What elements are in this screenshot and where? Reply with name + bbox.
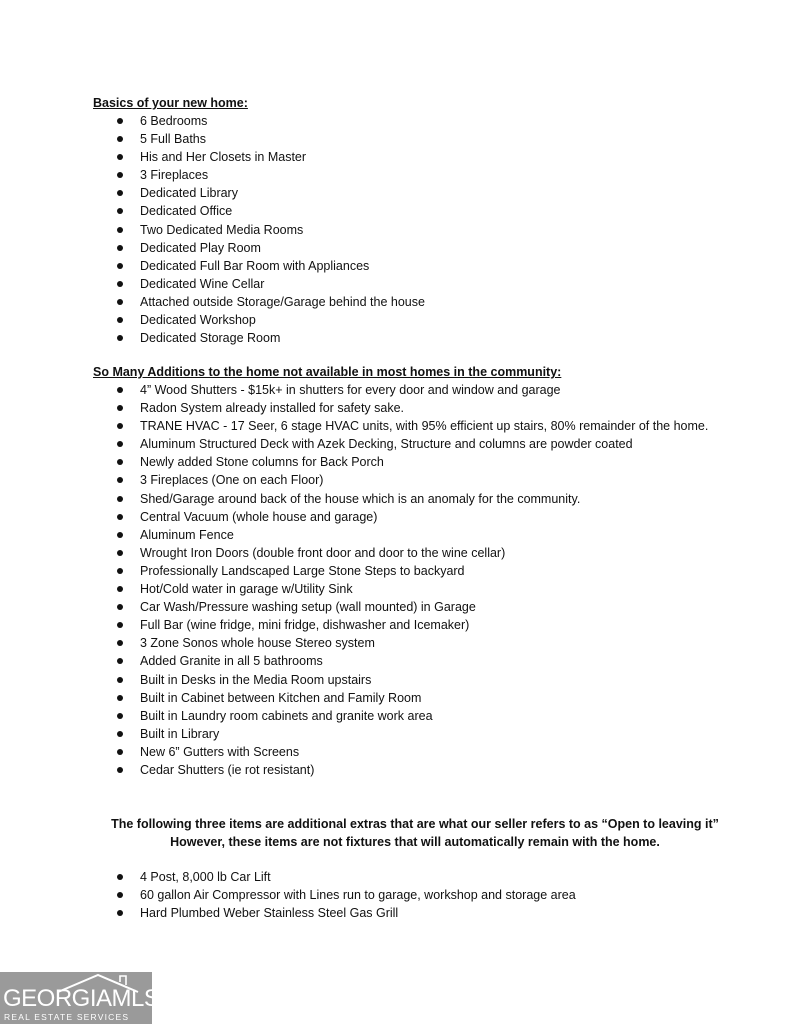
list-item [93, 652, 743, 670]
extras-section [93, 868, 743, 922]
bullet-icon [117, 441, 123, 447]
bullet-icon [117, 910, 123, 916]
list-item-text: Two Dedicated Media Rooms [140, 222, 304, 237]
bullet-icon [117, 874, 123, 880]
bullet-icon [117, 622, 123, 628]
bullet-icon [117, 154, 123, 160]
list-item-text: 3 Zone Sonos whole house Stereo system [140, 636, 375, 651]
list-item [93, 634, 743, 652]
bullet-icon [117, 172, 123, 178]
bullet-icon [117, 604, 123, 610]
bullet-icon [117, 514, 123, 520]
list-item [93, 562, 743, 580]
list-item-text: Built in Desks in the Media Room upstairs [140, 672, 372, 687]
notice-line-1: The following three items are additional extras that are what our seller refers to as “Open to leaving it” [111, 817, 719, 831]
bullet-icon [117, 532, 123, 538]
list-item [93, 399, 743, 417]
list-item-text: Hot/Cold water in garage w/Utility Sink [140, 582, 353, 597]
list-item-text: Aluminum Structured Deck with Azek Decking, Structure and columns are powder coated [140, 437, 633, 452]
bullet-icon [117, 550, 123, 556]
list-item [93, 743, 743, 761]
list-item [93, 417, 743, 435]
list-item-text: Full Bar (wine fridge, mini fridge, dishwasher and Icemaker) [140, 618, 470, 633]
list-item-text: Attached outside Storage/Garage behind the house [140, 294, 425, 309]
list-item [93, 112, 743, 130]
georgia-mls-logo [0, 972, 160, 1024]
bullet-icon [117, 423, 123, 429]
bullet-icon [117, 281, 123, 287]
list-item-text: Car Wash/Pressure washing setup (wall mounted) in Garage [140, 600, 476, 615]
bullet-icon [117, 658, 123, 664]
list-item-text: Hard Plumbed Weber Stainless Steel Gas Grill [140, 906, 399, 921]
list-item [93, 689, 743, 707]
bullet-icon [117, 387, 123, 393]
list-item-text: Dedicated Wine Cellar [140, 276, 265, 291]
bullet-icon [117, 208, 123, 214]
additions-list [93, 381, 743, 779]
list-item [93, 435, 743, 453]
list-item [93, 508, 743, 526]
list-item-text: Added Granite in all 5 bathrooms [140, 654, 323, 669]
extras-list [93, 868, 743, 922]
list-item-text: His and Her Closets in Master [140, 150, 307, 165]
list-item-text: Built in Library [140, 726, 220, 741]
list-item [93, 221, 743, 239]
list-item [93, 130, 743, 148]
list-item [93, 293, 743, 311]
list-item-text: Central Vacuum (whole house and garage) [140, 509, 378, 524]
list-item [93, 202, 743, 220]
extras-notice [60, 815, 770, 851]
list-item [93, 671, 743, 689]
list-item-text: Dedicated Storage Room [140, 331, 281, 346]
list-item [93, 707, 743, 725]
list-item-text: 4” Wood Shutters - $15k+ in shutters for every door and window and garage [140, 383, 561, 397]
bullet-icon [117, 227, 123, 233]
list-item-text: Radon System already installed for safety sake. [140, 401, 405, 416]
list-item [93, 166, 743, 184]
bullet-icon [117, 299, 123, 305]
logo-tagline: REAL ESTATE SERVICES [4, 1012, 130, 1022]
bullet-icon [117, 640, 123, 646]
additions-section [93, 363, 743, 779]
list-item [93, 544, 743, 562]
list-item [93, 904, 743, 922]
list-item [93, 329, 743, 347]
bullet-icon [117, 263, 123, 269]
list-item-text: Shed/Garage around back of the house which is an anomaly for the community. [140, 491, 581, 506]
list-item-text: Dedicated Office [140, 204, 233, 219]
list-item-text: New 6” Gutters with Screens [140, 744, 300, 759]
bullet-icon [117, 713, 123, 719]
bullet-icon [117, 767, 123, 773]
list-item [93, 580, 743, 598]
list-item [93, 490, 743, 508]
bullet-icon [117, 459, 123, 465]
bullet-icon [117, 118, 123, 124]
bullet-icon [117, 892, 123, 898]
additions-heading: So Many Additions to the home not available in most homes in the community: [93, 365, 562, 379]
list-item [93, 148, 743, 166]
bullet-icon [117, 749, 123, 755]
bullet-icon [117, 317, 123, 323]
list-item-text: Aluminum Fence [140, 527, 234, 542]
bullet-icon [117, 731, 123, 737]
list-item-text: TRANE HVAC - 17 Seer, 6 stage HVAC units, with 95% efficient up stairs, 80% remainder of the home. [140, 419, 709, 434]
list-item [93, 868, 743, 886]
list-item [93, 184, 743, 202]
bullet-icon [117, 496, 123, 502]
bullet-icon [117, 245, 123, 251]
basics-section [93, 94, 743, 347]
bullet-icon [117, 405, 123, 411]
list-item [93, 725, 743, 743]
bullet-icon [117, 586, 123, 592]
bullet-icon [117, 568, 123, 574]
logo-wordmark: GEORGIAMLS [3, 985, 160, 1012]
bullet-icon [117, 695, 123, 701]
list-item-text: 4 Post, 8,000 lb Car Lift [140, 870, 271, 884]
list-item-text: Cedar Shutters (ie rot resistant) [140, 762, 315, 777]
list-item-text: Dedicated Play Room [140, 240, 261, 255]
list-item-text: Dedicated Full Bar Room with Appliances [140, 258, 370, 273]
list-item-text: Built in Laundry room cabinets and granite work area [140, 708, 433, 723]
list-item-text: 60 gallon Air Compressor with Lines run to garage, workshop and storage area [140, 888, 576, 903]
list-item [93, 275, 743, 293]
list-item [93, 381, 743, 399]
list-item-text: Wrought Iron Doors (double front door and door to the wine cellar) [140, 545, 506, 560]
bullet-icon [117, 335, 123, 341]
list-item [93, 453, 743, 471]
list-item-text: 3 Fireplaces (One on each Floor) [140, 473, 324, 488]
list-item [93, 761, 743, 779]
list-item-text: Professionally Landscaped Large Stone Steps to backyard [140, 563, 465, 578]
list-item [93, 257, 743, 275]
list-item-text: 6 Bedrooms [140, 114, 208, 128]
list-item [93, 598, 743, 616]
notice-line-2: However, these items are not fixtures that will automatically remain with the home. [170, 835, 660, 849]
basics-list [93, 112, 743, 347]
list-item [93, 886, 743, 904]
list-item-text: Dedicated Workshop [140, 313, 256, 328]
list-item-text: 5 Full Baths [140, 132, 207, 147]
bullet-icon [117, 477, 123, 483]
list-item-text: Built in Cabinet between Kitchen and Family Room [140, 690, 422, 705]
list-item-text: 3 Fireplaces [140, 168, 209, 183]
list-item [93, 471, 743, 489]
bullet-icon [117, 677, 123, 683]
list-item [93, 239, 743, 257]
basics-heading: Basics of your new home: [93, 96, 248, 110]
list-item [93, 526, 743, 544]
bullet-icon [117, 136, 123, 142]
list-item [93, 616, 743, 634]
list-item-text: Dedicated Library [140, 186, 238, 201]
bullet-icon [117, 190, 123, 196]
list-item [93, 311, 743, 329]
list-item-text: Newly added Stone columns for Back Porch [140, 455, 384, 470]
